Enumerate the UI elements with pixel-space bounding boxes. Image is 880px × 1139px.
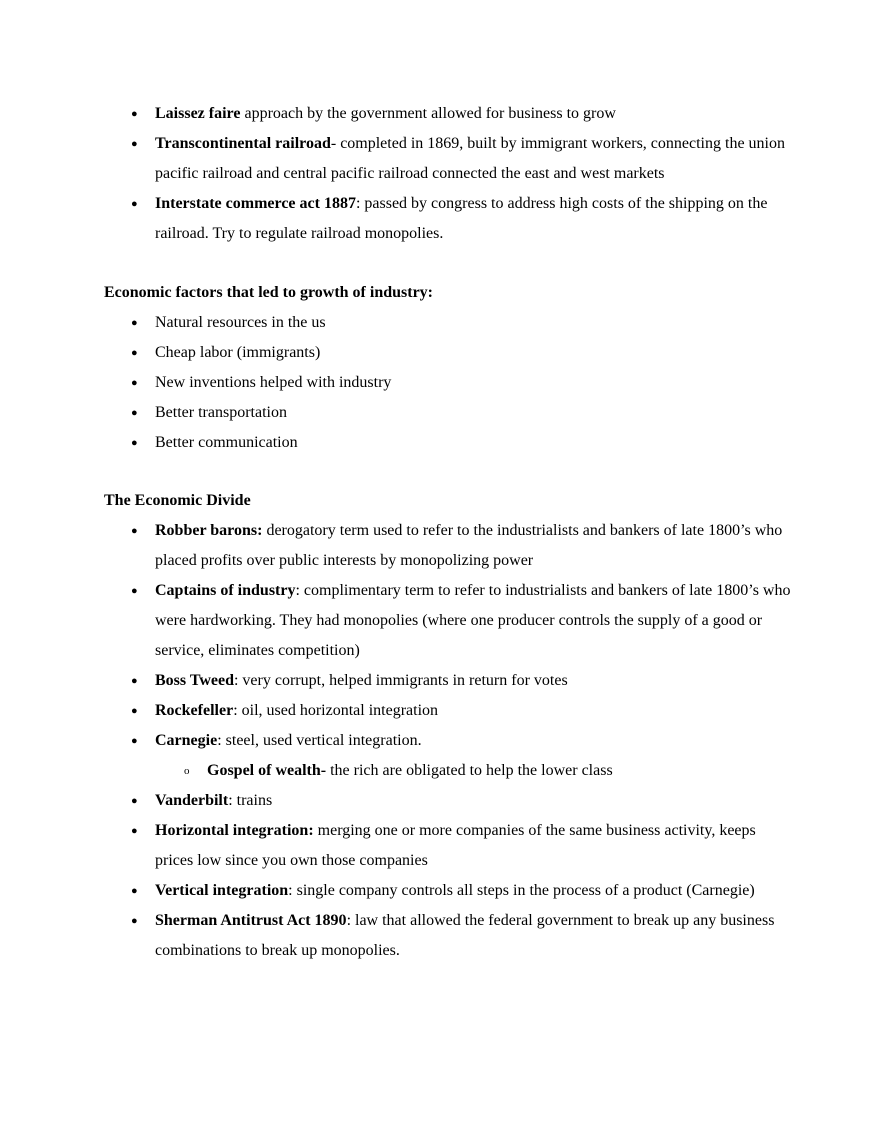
bullet-icon: ● — [131, 317, 138, 329]
term-laissez-faire: Laissez faire — [155, 105, 241, 122]
list-item — [104, 906, 794, 966]
carnegie-sublist — [155, 756, 794, 786]
item-text: : law that allowed the federal government to break up any business combinations to break up monopolies. — [155, 912, 775, 959]
list-item — [104, 99, 794, 129]
bullet-icon: ● — [131, 108, 138, 120]
term-vanderbilt: Vanderbilt — [155, 792, 229, 809]
bullet-icon: ● — [131, 585, 138, 597]
item-text: - completed in 1869, built by immigrant workers, connecting the union pacific railroad and central pacific railroad connected the east and west markets — [155, 135, 785, 182]
term-vertical-integration: Vertical integration — [155, 882, 289, 899]
bullet-icon: ● — [131, 198, 138, 210]
item-text: : very corrupt, helped immigrants in return for votes — [233, 672, 568, 689]
bullet-icon: ● — [131, 437, 138, 449]
economic-factors-list — [104, 308, 794, 458]
list-item — [104, 786, 794, 816]
economic-factors-section — [104, 278, 794, 458]
list-item — [104, 516, 794, 576]
bullet-icon: ● — [131, 705, 138, 717]
term-carnegie: Carnegie — [155, 732, 218, 749]
item-text: derogatory term used to refer to the industrialists and bankers of late 1800’s who placed profits over public interests by monopolizing power — [155, 522, 783, 569]
bullet-icon: ● — [131, 407, 138, 419]
list-item — [104, 368, 794, 398]
term-interstate-commerce-act: Interstate commerce act 1887 — [155, 195, 356, 212]
item-text: approach by the government allowed for business to grow — [240, 105, 616, 122]
item-text: : single company controls all steps in the process of a product (Carnegie) — [288, 882, 755, 899]
list-item — [104, 338, 794, 368]
list-item — [104, 576, 794, 666]
item-text: New inventions helped with industry — [155, 374, 392, 391]
section-heading-economic-divide: The Economic Divide — [104, 492, 251, 509]
term-boss-tweed: Boss Tweed — [155, 672, 234, 689]
bullet-icon: ● — [131, 825, 138, 837]
bullet-icon: ● — [131, 915, 138, 927]
item-text: : complimentary term to refer to industrialists and bankers of late 1800’s who were hardworking. They had monopolies (where one producer controls the supply of a good or service, eliminates competition) — [155, 582, 791, 659]
item-text: Better communication — [155, 434, 298, 451]
section-heading-economic-factors: Economic factors that led to growth of industry: — [104, 284, 434, 301]
intro-section — [104, 99, 794, 249]
item-text: Cheap labor (immigrants) — [155, 344, 321, 361]
list-item — [104, 189, 794, 249]
circle-bullet-icon: o — [184, 765, 190, 777]
term-sherman-antitrust-act: Sherman Antitrust Act 1890 — [155, 912, 347, 929]
list-item — [104, 428, 794, 458]
sub-list-item — [155, 756, 794, 786]
item-text: merging one or more companies of the same business activity, keeps prices low since you own those companies — [155, 822, 756, 869]
term-rockefeller: Rockefeller — [155, 702, 234, 719]
term-horizontal-integration: Horizontal integration: — [155, 822, 314, 839]
list-item — [104, 816, 794, 876]
item-text: : steel, used vertical integration. — [217, 732, 422, 749]
list-item — [104, 129, 794, 189]
item-text: : trains — [228, 792, 273, 809]
bullet-icon: ● — [131, 795, 138, 807]
term-captains-of-industry: Captains of industry — [155, 582, 296, 599]
list-item — [104, 666, 794, 696]
economic-divide-list — [104, 516, 794, 966]
item-text: : oil, used horizontal integration — [233, 702, 439, 719]
item-text: : passed by congress to address high costs of the shipping on the railroad. Try to regulate railroad monopolies. — [155, 195, 768, 242]
list-item — [104, 696, 794, 726]
term-gospel-of-wealth: Gospel of wealth- — [207, 762, 327, 779]
bullet-icon: ● — [131, 885, 138, 897]
list-item — [104, 726, 794, 786]
term-transcontinental-railroad: Transcontinental railroad — [155, 135, 331, 152]
item-text: Better transportation — [155, 404, 287, 421]
bullet-icon: ● — [131, 377, 138, 389]
term-robber-barons: Robber barons: — [155, 522, 263, 539]
economic-divide-section — [104, 486, 794, 966]
bullet-icon: ● — [131, 735, 138, 747]
item-text: the rich are obligated to help the lower class — [326, 762, 613, 779]
item-text: Natural resources in the us — [155, 314, 326, 331]
bullet-icon: ● — [131, 525, 138, 537]
list-item — [104, 398, 794, 428]
bullet-icon: ● — [131, 675, 138, 687]
bullet-icon: ● — [131, 347, 138, 359]
intro-list — [104, 99, 794, 249]
bullet-icon: ● — [131, 138, 138, 150]
list-item — [104, 876, 794, 906]
list-item — [104, 308, 794, 338]
